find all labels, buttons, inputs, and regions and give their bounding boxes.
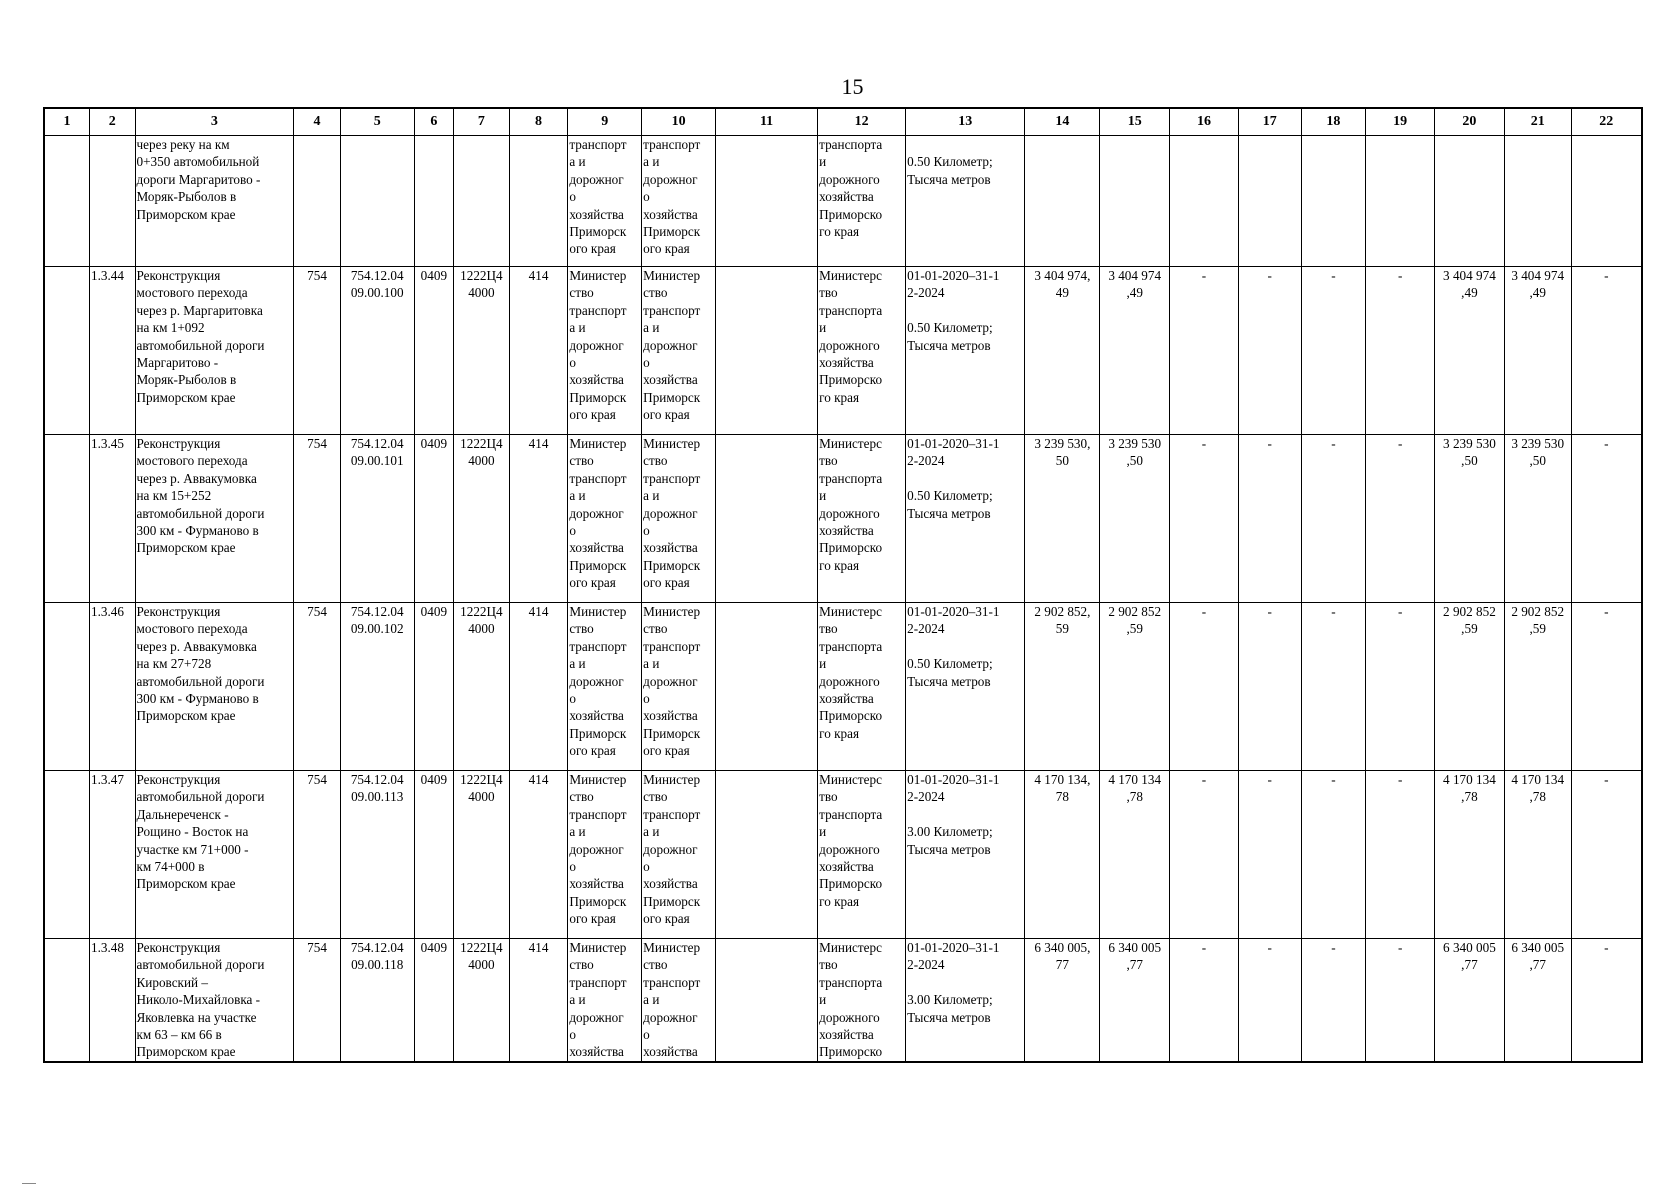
- table-cell-col-7: 1222Ц4 4000: [454, 267, 510, 435]
- column-header: 20: [1435, 108, 1505, 136]
- column-header: 16: [1170, 108, 1239, 136]
- table-cell-col-21: [1504, 136, 1571, 267]
- table-cell-col-11: [716, 603, 818, 771]
- header-row: [44, 108, 1642, 136]
- table-cell-col-3: Реконструкция автомобильной дороги Дальнереченск - Рощино - Восток на участке км 71+000 - км 74+000 в Приморском крае: [135, 771, 294, 939]
- table-cell-col-5: 754.12.04 09.00.118: [340, 939, 414, 1062]
- column-header: 10: [642, 108, 716, 136]
- table-cell-col-9: Министер ство транспорт а и дорожног о хозяйства Приморск ого края: [568, 603, 642, 771]
- column-header: 12: [818, 108, 906, 136]
- table-cell-col-5: [340, 136, 414, 267]
- column-header: 15: [1100, 108, 1170, 136]
- table-cell-col-11: [716, 939, 818, 1062]
- table-row: [44, 136, 1642, 267]
- table-cell-col-15: 3 404 974 ,49: [1100, 267, 1170, 435]
- table-cell-col-19: -: [1366, 435, 1435, 603]
- column-header: 5: [340, 108, 414, 136]
- column-header: 8: [509, 108, 568, 136]
- document-table: [43, 107, 1643, 1063]
- table-cell-col-21: 2 902 852 ,59: [1504, 603, 1571, 771]
- table-cell-col-20: 6 340 005 ,77: [1435, 939, 1505, 1062]
- table-cell-col-11: [716, 771, 818, 939]
- table-cell-col-22: -: [1571, 267, 1642, 435]
- column-header: 14: [1025, 108, 1100, 136]
- table-cell-col-7: 1222Ц4 4000: [454, 435, 510, 603]
- table-cell-col-20: 2 902 852 ,59: [1435, 603, 1505, 771]
- column-header: 11: [716, 108, 818, 136]
- table-cell-col-14: 4 170 134, 78: [1025, 771, 1100, 939]
- table-cell-col-17: -: [1238, 939, 1301, 1062]
- table-cell-col-21: 3 239 530 ,50: [1504, 435, 1571, 603]
- table-cell-col-8: 414: [509, 771, 568, 939]
- table-cell-col-4: 754: [294, 603, 341, 771]
- column-header: 18: [1301, 108, 1366, 136]
- table-cell-col-18: [1301, 136, 1366, 267]
- table-cell-col-6: 0409: [414, 603, 453, 771]
- table-cell-col-5: 754.12.04 09.00.100: [340, 267, 414, 435]
- column-header: 22: [1571, 108, 1642, 136]
- table-cell-col-8: 414: [509, 267, 568, 435]
- table-cell-col-17: -: [1238, 267, 1301, 435]
- table-cell-col-15: 3 239 530 ,50: [1100, 435, 1170, 603]
- table-cell-col-4: [294, 136, 341, 267]
- table-cell-col-7: [454, 136, 510, 267]
- table-cell-col-2: 1.3.45: [90, 435, 136, 603]
- table-cell-col-22: -: [1571, 435, 1642, 603]
- table-cell-col-3: Реконструкция автомобильной дороги Кировский – Николо-Михайловка - Яковлевка на участке км 63 – км 66 в Приморском крае: [135, 939, 294, 1062]
- table-row: [44, 267, 1642, 435]
- column-header: 6: [414, 108, 453, 136]
- table-cell-col-13: 01-01-2020–31-1 2-2024 0.50 Километр; Тысяча метров: [906, 267, 1025, 435]
- table-cell-col-13: 01-01-2020–31-1 2-2024 0.50 Километр; Тысяча метров: [906, 603, 1025, 771]
- table-cell-col-7: 1222Ц4 4000: [454, 771, 510, 939]
- table-cell-col-5: 754.12.04 09.00.101: [340, 435, 414, 603]
- table-cell-col-10: Министер ство транспорт а и дорожног о хозяйства Приморск ого края: [642, 603, 716, 771]
- table-cell-col-2: 1.3.47: [90, 771, 136, 939]
- table-cell-col-9: транспорт а и дорожног о хозяйства Приморск ого края: [568, 136, 642, 267]
- table-cell-col-20: 3 239 530 ,50: [1435, 435, 1505, 603]
- table-cell-col-13: 01-01-2020–31-1 2-2024 0.50 Километр; Тысяча метров: [906, 435, 1025, 603]
- table-cell-col-5: 754.12.04 09.00.102: [340, 603, 414, 771]
- table-cell-col-13: 0.50 Километр; Тысяча метров: [906, 136, 1025, 267]
- column-header: 19: [1366, 108, 1435, 136]
- table-cell-col-10: Министер ство транспорт а и дорожног о хозяйства Приморск ого края: [642, 771, 716, 939]
- table-cell-col-10: Министер ство транспорт а и дорожног о хозяйства Приморск ого края: [642, 267, 716, 435]
- table-cell-col-9: Министер ство транспорт а и дорожног о хозяйства Приморск ого края: [568, 771, 642, 939]
- table-cell-col-17: [1238, 136, 1301, 267]
- table-cell-col-15: 6 340 005 ,77: [1100, 939, 1170, 1062]
- column-header: 13: [906, 108, 1025, 136]
- table-cell-col-19: -: [1366, 771, 1435, 939]
- table-cell-col-11: [716, 267, 818, 435]
- table-cell-col-21: 6 340 005 ,77: [1504, 939, 1571, 1062]
- column-header: 9: [568, 108, 642, 136]
- table-cell-col-2: 1.3.46: [90, 603, 136, 771]
- table-cell-col-1: [44, 603, 90, 771]
- table-cell-col-11: [716, 136, 818, 267]
- table-body: [44, 136, 1642, 1062]
- table-cell-col-9: Министер ство транспорт а и дорожног о хозяйства Приморск ого края: [568, 435, 642, 603]
- column-header: 2: [90, 108, 136, 136]
- table-cell-col-14: 6 340 005, 77: [1025, 939, 1100, 1062]
- table-cell-col-13: 01-01-2020–31-1 2-2024 3.00 Километр; Тысяча метров: [906, 939, 1025, 1062]
- column-header: 21: [1504, 108, 1571, 136]
- table-cell-col-8: 414: [509, 603, 568, 771]
- table-cell-col-18: -: [1301, 603, 1366, 771]
- table-cell-col-22: [1571, 136, 1642, 267]
- table-cell-col-10: Министер ство транспорт а и дорожног о хозяйства: [642, 939, 716, 1062]
- table-cell-col-12: транспорта и дорожного хозяйства Приморско го края: [818, 136, 906, 267]
- table-cell-col-14: [1025, 136, 1100, 267]
- table-cell-col-12: Министерс тво транспорта и дорожного хозяйства Приморско: [818, 939, 906, 1062]
- table-cell-col-11: [716, 435, 818, 603]
- table-cell-col-19: -: [1366, 603, 1435, 771]
- table-row: [44, 939, 1642, 1062]
- column-header: 4: [294, 108, 341, 136]
- table-cell-col-18: -: [1301, 771, 1366, 939]
- table-cell-col-3: Реконструкция мостового перехода через р. Маргаритовка на км 1+092 автомобильной дороги Маргаритово - Моряк-Рыболов в Приморском крае: [135, 267, 294, 435]
- table-cell-col-2: [90, 136, 136, 267]
- table-cell-col-22: -: [1571, 603, 1642, 771]
- table-cell-col-15: 2 902 852 ,59: [1100, 603, 1170, 771]
- table-cell-col-6: 0409: [414, 939, 453, 1062]
- table-cell-col-12: Министерс тво транспорта и дорожного хозяйства Приморско го края: [818, 435, 906, 603]
- table-cell-col-21: 3 404 974 ,49: [1504, 267, 1571, 435]
- column-header: 3: [135, 108, 294, 136]
- table-cell-col-4: 754: [294, 939, 341, 1062]
- footer-mark: [22, 1183, 36, 1184]
- table-cell-col-7: 1222Ц4 4000: [454, 603, 510, 771]
- table-cell-col-14: 3 404 974, 49: [1025, 267, 1100, 435]
- table-cell-col-20: 4 170 134 ,78: [1435, 771, 1505, 939]
- table-cell-col-22: -: [1571, 771, 1642, 939]
- table-cell-col-20: [1435, 136, 1505, 267]
- table-row: [44, 603, 1642, 771]
- table-cell-col-4: 754: [294, 435, 341, 603]
- table-cell-col-10: Министер ство транспорт а и дорожног о хозяйства Приморск ого края: [642, 435, 716, 603]
- table-cell-col-1: [44, 939, 90, 1062]
- page-number: 15: [841, 74, 864, 99]
- table-cell-col-6: 0409: [414, 435, 453, 603]
- table-cell-col-7: 1222Ц4 4000: [454, 939, 510, 1062]
- table-cell-col-8: 414: [509, 939, 568, 1062]
- table-cell-col-1: [44, 136, 90, 267]
- table-cell-col-19: [1366, 136, 1435, 267]
- table-cell-col-9: Министер ство транспорт а и дорожног о хозяйства: [568, 939, 642, 1062]
- table-cell-col-12: Министерс тво транспорта и дорожного хозяйства Приморско го края: [818, 267, 906, 435]
- table-cell-col-17: -: [1238, 603, 1301, 771]
- table-cell-col-17: -: [1238, 435, 1301, 603]
- table-cell-col-10: транспорт а и дорожног о хозяйства Приморск ого края: [642, 136, 716, 267]
- table-cell-col-18: -: [1301, 267, 1366, 435]
- table-cell-col-19: -: [1366, 267, 1435, 435]
- table-cell-col-6: 0409: [414, 267, 453, 435]
- table-cell-col-20: 3 404 974 ,49: [1435, 267, 1505, 435]
- table-cell-col-21: 4 170 134 ,78: [1504, 771, 1571, 939]
- table-cell-col-2: 1.3.48: [90, 939, 136, 1062]
- table-cell-col-16: [1170, 136, 1239, 267]
- table-cell-col-3: Реконструкция мостового перехода через р. Аввакумовка на км 27+728 автомобильной дороги 300 км - Фурманово в Приморском крае: [135, 603, 294, 771]
- table-cell-col-12: Министерс тво транспорта и дорожного хозяйства Приморско го края: [818, 603, 906, 771]
- table-cell-col-1: [44, 771, 90, 939]
- table-cell-col-3: через реку на км 0+350 автомобильной дороги Маргаритово - Моряк-Рыболов в Приморском крае: [135, 136, 294, 267]
- table-cell-col-14: 3 239 530, 50: [1025, 435, 1100, 603]
- table-cell-col-4: 754: [294, 771, 341, 939]
- table-cell-col-16: -: [1170, 267, 1239, 435]
- table-cell-col-19: -: [1366, 939, 1435, 1062]
- table-cell-col-13: 01-01-2020–31-1 2-2024 3.00 Километр; Тысяча метров: [906, 771, 1025, 939]
- table-cell-col-6: 0409: [414, 771, 453, 939]
- column-header: 7: [454, 108, 510, 136]
- column-header: 1: [44, 108, 90, 136]
- table-cell-col-18: -: [1301, 435, 1366, 603]
- table-cell-col-3: Реконструкция мостового перехода через р. Аввакумовка на км 15+252 автомобильной дороги 300 км - Фурманово в Приморском крае: [135, 435, 294, 603]
- table-cell-col-16: -: [1170, 939, 1239, 1062]
- table-cell-col-15: 4 170 134 ,78: [1100, 771, 1170, 939]
- column-header: 17: [1238, 108, 1301, 136]
- table-cell-col-17: -: [1238, 771, 1301, 939]
- table-cell-col-22: -: [1571, 939, 1642, 1062]
- table-row: [44, 435, 1642, 603]
- table-cell-col-8: 414: [509, 435, 568, 603]
- table-cell-col-14: 2 902 852, 59: [1025, 603, 1100, 771]
- table-cell-col-5: 754.12.04 09.00.113: [340, 771, 414, 939]
- table-cell-col-6: [414, 136, 453, 267]
- table-cell-col-18: -: [1301, 939, 1366, 1062]
- table-cell-col-12: Министерс тво транспорта и дорожного хозяйства Приморско го края: [818, 771, 906, 939]
- table-cell-col-16: -: [1170, 603, 1239, 771]
- table-cell-col-1: [44, 435, 90, 603]
- table-cell-col-9: Министер ство транспорт а и дорожног о хозяйства Приморск ого края: [568, 267, 642, 435]
- table-row: [44, 771, 1642, 939]
- table-cell-col-15: [1100, 136, 1170, 267]
- table-cell-col-8: [509, 136, 568, 267]
- table-cell-col-2: 1.3.44: [90, 267, 136, 435]
- table-cell-col-4: 754: [294, 267, 341, 435]
- table-cell-col-16: -: [1170, 435, 1239, 603]
- table-cell-col-1: [44, 267, 90, 435]
- table-cell-col-16: -: [1170, 771, 1239, 939]
